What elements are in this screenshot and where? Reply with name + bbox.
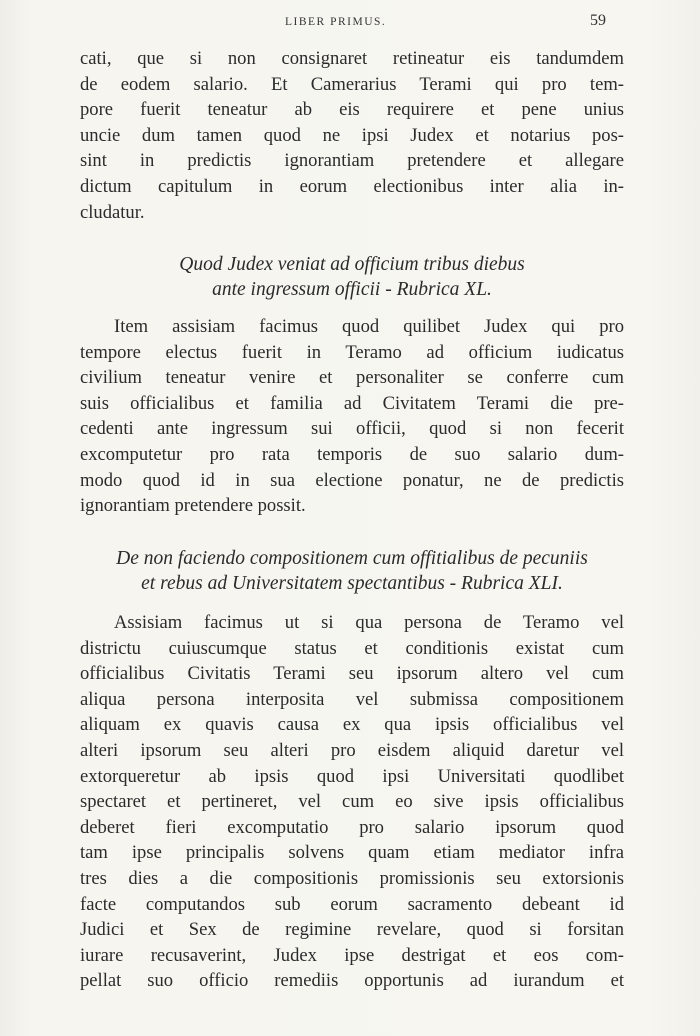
text-line: Assisiam facimus ut si qua persona de Teramo vel bbox=[114, 612, 624, 633]
text-line: aliqua persona interposita vel submissa compositionem bbox=[80, 688, 624, 710]
text-line: de eodem salario. Et Camerarius Terami qui pro tem- bbox=[80, 73, 624, 95]
heading-line: et rebus ad Universitatem spectantibus - Rubrica XLI. bbox=[141, 573, 563, 594]
paragraph-rubric-xl bbox=[80, 314, 624, 519]
text-line: deberet fieri excomputatio pro salario ipsorum quod bbox=[80, 816, 624, 838]
heading-line: De non faciendo compositionem cum offitialibus de pecuniis bbox=[116, 548, 588, 569]
text-line: tam ipse principalis solvens quam etiam mediator infra bbox=[80, 842, 624, 864]
text-line: suis officialibus et familia ad Civitatem Terami die pre- bbox=[80, 392, 624, 414]
text-line: excomputetur pro rata temporis de suo salario dum- bbox=[80, 443, 624, 465]
text-line: cedenti ante ingressum sui officii, quod si non fecerit bbox=[80, 418, 624, 440]
heading-line: ante ingressum officii - Rubrica XL. bbox=[212, 279, 492, 300]
text-line: pellat suo officio remediis opportunis ad iurandum et bbox=[80, 970, 624, 992]
text-line: sint in predictis ignorantiam pretendere et allegare bbox=[80, 150, 624, 172]
paragraph-continuation bbox=[80, 46, 624, 225]
text-line: uncie dum tamen quod ne ipsi Judex et notarius pos- bbox=[80, 124, 624, 146]
rubric-heading-xl bbox=[60, 252, 644, 302]
text-line: modo quod id in sua electione ponatur, ne de predictis bbox=[80, 469, 624, 491]
text-line: ignorantiam pretendere possit. bbox=[80, 495, 306, 517]
text-line: cati, que si non consignaret retineatur eis tandumdem bbox=[80, 48, 624, 69]
text-line: extorqueretur ab ipsis quod ipsi Universitati quodlibet bbox=[80, 765, 624, 787]
text-line: aliquam ex quavis causa ex qua ipsis officialibus vel bbox=[80, 714, 624, 736]
text-line: tres dies a die compositionis promissionis seu extorsionis bbox=[80, 867, 624, 889]
text-line: districtu cuiuscumque status et conditionis existat cum bbox=[80, 637, 624, 659]
text-line: facte computandos sub eorum sacramento debeant id bbox=[80, 893, 624, 915]
text-line: tempore electus fuerit in Teramo ad officium iudicatus bbox=[80, 341, 624, 363]
text-line: Judici et Sex de regimine revelare, quod si forsitan bbox=[80, 919, 624, 941]
text-line: spectaret et pertineret, vel cum eo sive ipsis officialibus bbox=[80, 791, 624, 813]
text-line: alteri ipsorum seu alteri pro eisdem aliquid daretur vel bbox=[80, 739, 624, 761]
running-title: LIBER PRIMUS. bbox=[285, 16, 387, 28]
heading-line: Quod Judex veniat ad officium tribus diebus bbox=[179, 254, 525, 275]
text-line: officialibus Civitatis Terami seu ipsorum altero vel cum bbox=[80, 663, 624, 685]
text-line: Item assisiam facimus quod quilibet Judex qui pro bbox=[114, 316, 624, 337]
text-line: pore fuerit teneatur ab eis requirere et pene unius bbox=[80, 99, 624, 121]
text-line: iurare recusaverint, Judex ipse destrigat et eos com- bbox=[80, 944, 624, 966]
paragraph-rubric-xli bbox=[80, 610, 624, 994]
text-line: cludatur. bbox=[80, 201, 145, 223]
rubric-heading-xli bbox=[60, 546, 644, 596]
page-number: 59 bbox=[590, 12, 606, 29]
text-line: dictum capitulum in eorum electionibus inter alia in- bbox=[80, 175, 624, 197]
text-line: civilium teneatur venire et personaliter se conferre cum bbox=[80, 367, 624, 389]
